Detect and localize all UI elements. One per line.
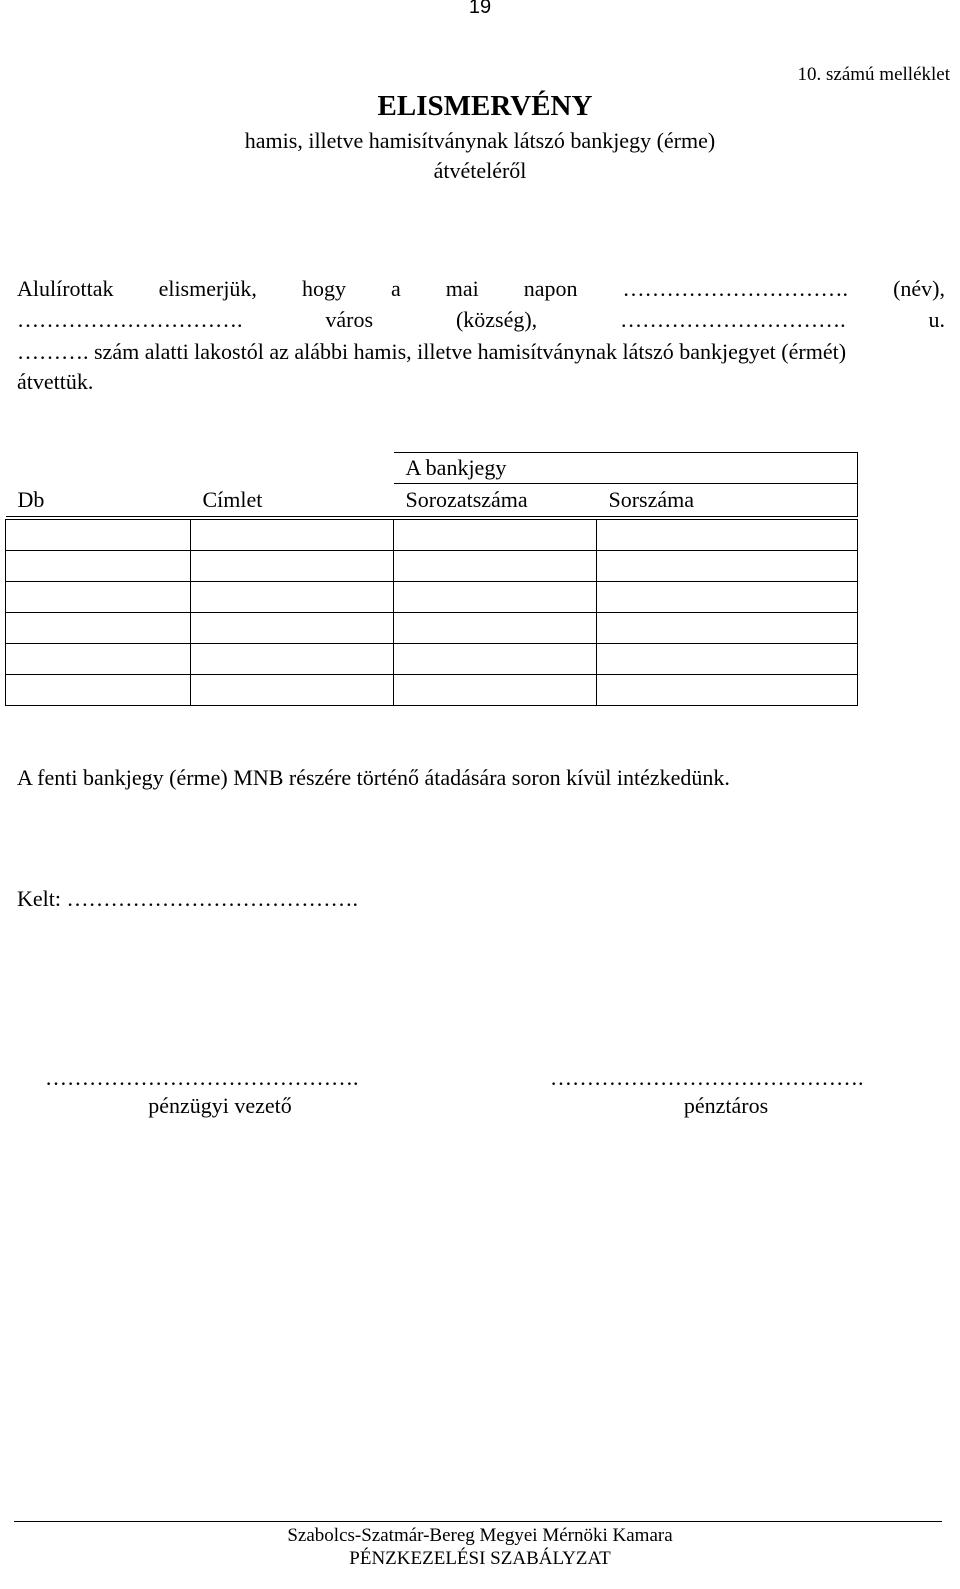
name-blank: …………………………. [622,276,849,301]
paragraph-line-4: átvettük. [17,369,94,394]
cell [6,675,191,706]
paragraph-line-2 [17,307,945,333]
cell [191,520,394,551]
table-header-row [6,484,858,517]
cell [191,551,394,582]
dated-line: Kelt: …………………………………. [17,886,358,911]
column-header-db: Db [17,486,45,512]
column-header-cimlet: Címlet [202,486,263,512]
annex-label: 10. számú melléklet [797,64,950,85]
word: u. [928,307,945,332]
table-row [6,551,858,582]
footer-document-name: PÉNZKEZELÉSI SZABÁLYZAT [349,1548,611,1569]
cell [6,644,191,675]
table-row [6,675,858,706]
signature-label-finance-manager: pénzügyi vezető [148,1093,292,1118]
word: elismerjük, [158,276,257,301]
word: (név), [893,276,945,301]
word: (község), [455,307,538,332]
cell [6,582,191,613]
cell [6,551,191,582]
cell [6,520,191,551]
city-blank: …………………………. [17,307,243,332]
cell [394,582,597,613]
word: mai [445,276,479,301]
cell [191,613,394,644]
cell [394,613,597,644]
word: hogy [301,276,346,301]
cell [597,644,858,675]
document-subtitle-line1: hamis, illetve hamisítványnak látszó bankjegy (érme) [244,128,716,153]
cell [191,675,394,706]
cell [597,582,858,613]
table-row [6,582,858,613]
document-title: ELISMERVÉNY [377,90,593,122]
cell [191,582,394,613]
cell [394,675,597,706]
cell [191,644,394,675]
cell [597,551,858,582]
table-row [6,520,858,551]
closing-text: A fenti bankjegy (érme) MNB részére történő átadására soron kívül intézkedünk. [17,765,730,790]
street-blank: …………………………. [620,307,846,332]
column-header-sorszama: Sorszáma [597,484,858,517]
word: a [390,276,401,301]
table-group-header-row [6,453,858,484]
cell [394,551,597,582]
cell [597,520,858,551]
paragraph-line-3: ………. szám alatti lakostól az alábbi hamis, illetve hamisítványnak látszó bankjegyet (érmét) [17,339,847,364]
signature-label-cashier: pénztáros [683,1093,769,1118]
document-subtitle-line2: átvételéről [433,158,527,183]
cell [597,613,858,644]
group-header: A bankjegy [394,453,858,484]
word: Alulírottak [17,276,114,301]
column-header-sorozatszama: Sorozatszáma [394,484,597,517]
footer-rule [14,1521,942,1522]
paragraph-line-1 [17,276,945,302]
table-row [6,644,858,675]
word: város [325,307,374,332]
footer-organization: Szabolcs-Szatmár-Bereg Megyei Mérnöki Kamara [287,1525,673,1546]
cell [6,613,191,644]
banknote-table [5,452,858,706]
word: napon [523,276,578,301]
cell [597,675,858,706]
table-row [6,613,858,644]
signature-line-finance-manager: ……………………………………. [45,1065,359,1090]
signature-line-cashier: ……………………………………. [550,1065,864,1090]
page-number: 19 [468,0,492,18]
cell [394,520,597,551]
cell [394,644,597,675]
